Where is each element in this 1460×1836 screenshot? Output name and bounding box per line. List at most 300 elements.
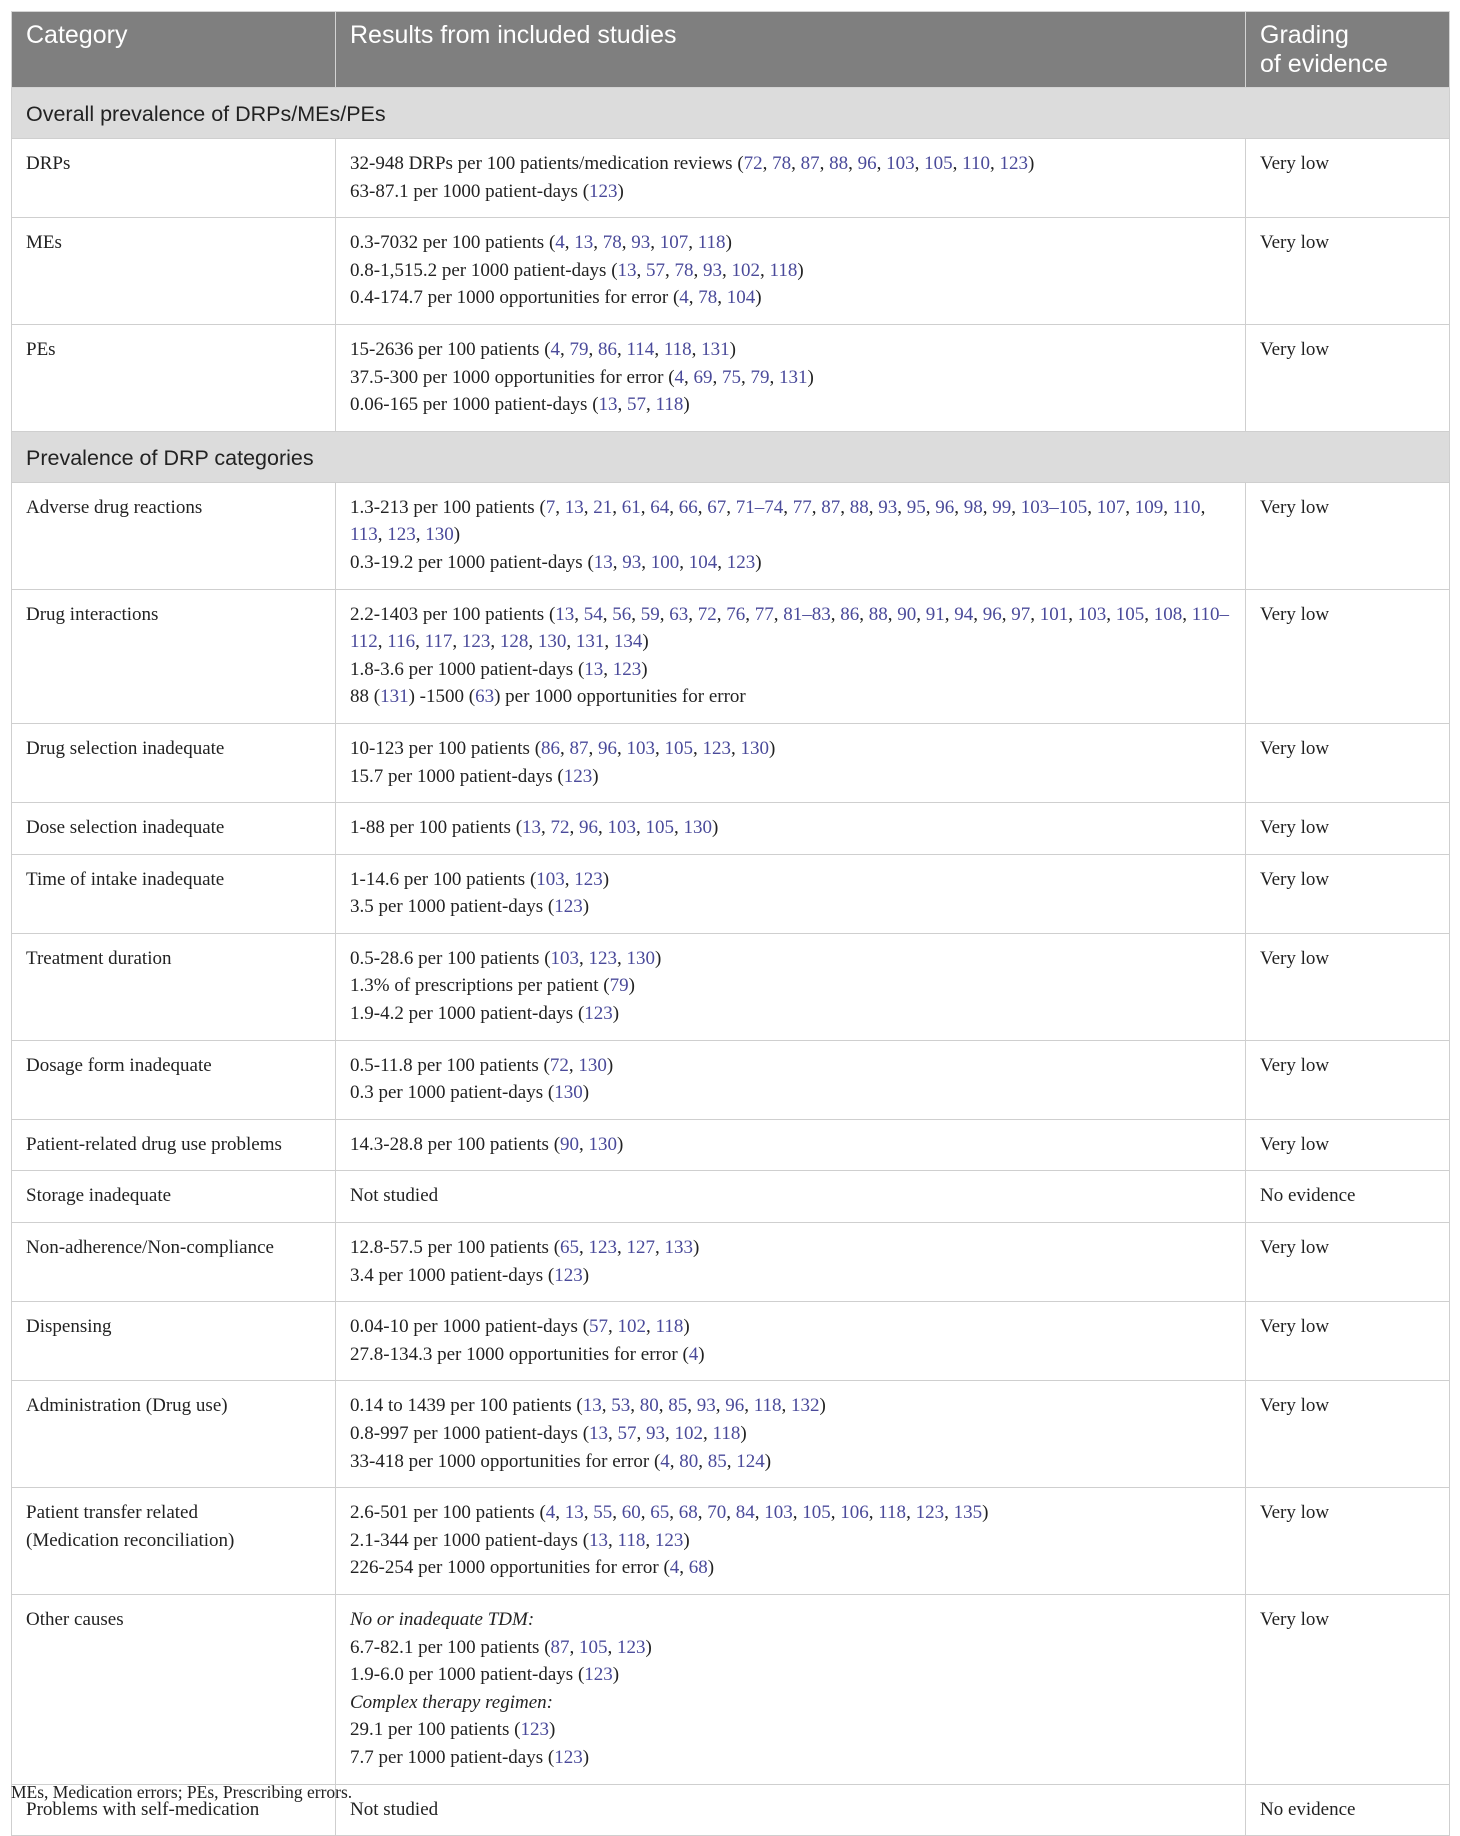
result-text: 29.1 per 100 patients (350, 1719, 510, 1741)
result-line: 0.3-7032 per 100 patients (4, 13, 78, 93, 107, 118) (350, 232, 732, 254)
reference-link[interactable]: 67 (707, 496, 727, 518)
results-cell (336, 723, 1246, 802)
result-text: 0.4-174.7 per 1000 opportunities for error (350, 287, 669, 309)
category-cell (12, 1223, 336, 1302)
result-line: 27.8-134.3 per 1000 opportunities for error (4) (350, 1343, 705, 1365)
grading-cell: Very low (1246, 1302, 1450, 1381)
reference-link[interactable]: 118 (878, 1502, 907, 1524)
reference-link[interactable]: 123 (617, 1636, 646, 1658)
reference-link[interactable]: 57 (646, 259, 666, 281)
reference-link[interactable]: 123 (702, 737, 732, 759)
result-line: 0.5-28.6 per 100 patients (103, 123, 130) (350, 947, 662, 969)
reference-link[interactable]: 93 (696, 1395, 716, 1417)
reference-link[interactable]: 134 (613, 631, 643, 653)
reference-link[interactable]: 118 (697, 232, 726, 254)
reference-link[interactable]: 104 (726, 287, 756, 309)
reference-link[interactable]: 85 (707, 1450, 727, 1472)
reference-link[interactable]: 78 (698, 287, 718, 309)
reference-link[interactable]: 87 (550, 1636, 570, 1658)
reference-link[interactable]: 60 (621, 1502, 641, 1524)
reference-link[interactable]: 123 (563, 765, 593, 787)
result-line: 12.8-57.5 per 100 patients (65, 123, 127, 133) (350, 1237, 700, 1259)
reference-link[interactable]: 123 (588, 1237, 618, 1259)
reference-link[interactable]: 59 (640, 603, 660, 625)
reference-link[interactable]: 63 (475, 686, 495, 708)
reference-link[interactable]: 123 (726, 551, 756, 573)
reference-link[interactable]: 105 (645, 817, 675, 839)
reference-link[interactable]: 93 (631, 232, 651, 254)
header-grading-line-2: of evidence (1260, 50, 1388, 78)
reference-link[interactable]: 57 (627, 394, 647, 416)
reference-link[interactable]: 13 (593, 551, 613, 573)
reference-link[interactable]: 99 (992, 496, 1012, 518)
result-line: 0.14 to 1439 per 100 patients (13, 53, 80, 85, 93, 96, 118, 132) (350, 1395, 826, 1417)
category-cell (12, 1171, 336, 1223)
reference-link[interactable]: 79 (569, 338, 589, 360)
section-row (12, 431, 1450, 482)
reference-link[interactable]: 123 (520, 1719, 549, 1741)
reference-link[interactable]: 130 (537, 631, 567, 653)
reference-link[interactable]: 86 (840, 603, 860, 625)
table-row (12, 218, 1450, 325)
reference-link[interactable]: 130 (588, 1133, 618, 1155)
reference-link[interactable]: 103–105 (1020, 496, 1088, 518)
result-text: 0.04-10 per 1000 patient-days (350, 1316, 578, 1338)
reference-link[interactable]: 13 (522, 817, 542, 839)
reference-link[interactable]: 72 (549, 1054, 569, 1076)
grading-cell: Very low (1246, 324, 1450, 431)
grading-cell: Very low (1246, 854, 1450, 933)
result-line: 0.06-165 per 1000 patient-days (13, 57, 118) (350, 394, 690, 416)
result-line: 88 (131) -1500 (63) per 1000 opportunities for error (350, 686, 746, 708)
reference-link[interactable]: 13 (589, 1423, 609, 1444)
result-text: 6.7-82.1 per 100 patients (350, 1636, 540, 1658)
category-label: Drug interactions (26, 603, 159, 625)
reference-link[interactable]: 78 (602, 232, 622, 254)
reference-link[interactable]: 130 (683, 817, 713, 839)
reference-link[interactable]: 103 (626, 737, 656, 759)
category-cell (12, 139, 336, 218)
header-results: Results from included studies (336, 12, 1246, 88)
grading-cell: Very low (1246, 218, 1450, 325)
result-text: 37.5-300 per 1000 opportunities for error (350, 366, 664, 388)
reference-link[interactable]: 81–83 (783, 603, 831, 625)
reference-link[interactable]: 77 (754, 603, 774, 625)
category-cell (12, 933, 336, 1040)
result-text: 0.8-997 per 1000 patient-days (350, 1423, 578, 1444)
reference-link[interactable]: 123 (584, 1664, 613, 1686)
reference-link[interactable]: 103 (536, 868, 565, 890)
reference-link[interactable]: 110 (1172, 496, 1201, 518)
header-category: Category (12, 12, 336, 88)
reference-link[interactable]: 118 (663, 338, 692, 360)
reference-link[interactable]: 84 (735, 1502, 755, 1524)
reference-link[interactable]: 105 (664, 737, 694, 759)
reference-link[interactable]: 72 (743, 153, 763, 174)
section-title: Prevalence of DRP categories (12, 431, 1450, 482)
result-text: 0.06-165 per 1000 patient-days (350, 394, 588, 416)
result-line: 1-88 per 100 patients (13, 72, 96, 103, 105, 130) (350, 817, 719, 839)
reference-link[interactable]: 65 (650, 1502, 670, 1524)
category-label: PEs (26, 338, 56, 360)
reference-link[interactable]: 100 (650, 551, 680, 573)
result-line: 3.5 per 1000 patient-days (123) (350, 896, 590, 918)
reference-link[interactable]: 4 (550, 338, 561, 360)
result-line: 1.3% of prescriptions per patient (79) (350, 975, 635, 997)
category-label: Problems with self-medication (26, 1798, 260, 1820)
reference-link[interactable]: 4 (669, 1557, 680, 1579)
reference-link[interactable]: 94 (954, 603, 974, 625)
range-end: -1500 (419, 686, 464, 708)
result-text: 0.8-1,515.2 per 1000 patient-days (350, 259, 607, 281)
reference-link[interactable]: 130 (554, 1082, 583, 1104)
reference-link[interactable]: 105 (579, 1636, 608, 1658)
table-row (12, 1119, 1450, 1171)
result-text: 14.3-28.8 per 100 patients (350, 1133, 549, 1155)
result-line: 32-948 DRPs per 100 patients/medication reviews (72, 78, 87, 88, 96, 103, 105, 110, 123) (350, 153, 1035, 174)
reference-link[interactable]: 110 (962, 153, 990, 174)
reference-link[interactable]: 131 (779, 366, 808, 388)
range-start: 88 (350, 686, 369, 708)
grading-cell: Very low (1246, 1040, 1450, 1119)
section-title: Overall prevalence of DRPs/MEs/PEs (12, 88, 1450, 139)
category-cell (12, 324, 336, 431)
category-label: Non-adherence/Non-compliance (26, 1237, 274, 1259)
reference-link[interactable]: 88 (868, 603, 888, 625)
reference-link[interactable]: 79 (609, 975, 629, 997)
reference-link[interactable]: 130 (740, 737, 770, 759)
table-row (12, 1302, 1450, 1381)
results-cell (336, 1119, 1246, 1171)
result-line: 37.5-300 per 1000 opportunities for error (4, 69, 75, 79, 131) (350, 366, 814, 388)
result-text: 10-123 per 100 patients (350, 737, 530, 759)
grading-cell: No evidence (1246, 1171, 1450, 1223)
reference-link[interactable]: 106 (840, 1502, 869, 1524)
reference-link[interactable]: 123 (612, 658, 642, 680)
category-label: Storage inadequate (26, 1185, 172, 1207)
table-row (12, 1171, 1450, 1223)
reference-link[interactable]: 57 (589, 1316, 609, 1338)
reference-link[interactable]: 86 (598, 338, 618, 360)
reference-link[interactable]: 132 (791, 1395, 820, 1417)
reference-link[interactable]: 109 (1134, 496, 1164, 518)
reference-link[interactable]: 131 (575, 631, 605, 653)
reference-link[interactable]: 128 (499, 631, 529, 653)
table-row (12, 723, 1450, 802)
reference-link[interactable]: 13 (584, 658, 604, 680)
reference-link[interactable]: 13 (582, 1395, 602, 1417)
results-cell (336, 854, 1246, 933)
reference-link[interactable]: 78 (674, 259, 694, 281)
reference-link[interactable]: 55 (593, 1502, 613, 1524)
reference-link[interactable]: 91 (925, 603, 945, 625)
result-text: 15.7 per 1000 patient-days (350, 765, 553, 787)
reference-link[interactable]: 123 (554, 1264, 583, 1286)
result-subheading: Complex therapy regimen: (350, 1691, 553, 1713)
reference-link[interactable]: 85 (668, 1395, 688, 1417)
reference-link[interactable]: 75 (722, 366, 742, 388)
grading-cell: Very low (1246, 1381, 1450, 1488)
reference-link[interactable]: 97 (1011, 603, 1031, 625)
reference-link[interactable]: 101 (1039, 603, 1069, 625)
reference-link[interactable]: 63 (669, 603, 689, 625)
reference-link[interactable]: 131 (701, 338, 730, 360)
result-line: 15.7 per 1000 patient-days (123) (350, 765, 599, 787)
result-text: 3.4 per 1000 patient-days (350, 1264, 544, 1286)
reference-link[interactable]: 103 (764, 1502, 793, 1524)
result-text: 1.3% of prescriptions per patient (350, 975, 599, 997)
result-text: 1.9-6.0 per 1000 patient-days (350, 1664, 574, 1686)
results-cell (336, 933, 1246, 1040)
result-line: 0.8-997 per 1000 patient-days (13, 57, 93, 102, 118) (350, 1423, 747, 1444)
category-cell (12, 1040, 336, 1119)
table-row (12, 1223, 1450, 1302)
result-line: 63-87.1 per 1000 patient-days (123) (350, 180, 624, 202)
reference-link[interactable]: 72 (697, 603, 717, 625)
reference-link[interactable]: 118 (769, 259, 798, 281)
reference-link[interactable]: 4 (679, 287, 689, 309)
reference-link[interactable]: 4 (688, 1343, 699, 1365)
category-cell (12, 1488, 336, 1595)
reference-link[interactable]: 13 (617, 259, 637, 281)
reference-link[interactable]: 114 (626, 338, 655, 360)
reference-link[interactable]: 96 (935, 496, 955, 518)
reference-link[interactable]: 13 (574, 232, 594, 254)
reference-link[interactable]: 113 (350, 524, 378, 546)
result-text: 0.14 to 1439 per 100 patients (350, 1395, 572, 1417)
reference-link[interactable]: 69 (693, 366, 713, 388)
category-cell (12, 1381, 336, 1488)
category-cell (12, 1594, 336, 1784)
category-label: (Medication reconciliation) (26, 1529, 235, 1551)
reference-link[interactable]: 4 (674, 366, 685, 388)
reference-link[interactable]: 57 (617, 1423, 637, 1444)
reference-link[interactable]: 123 (654, 1529, 684, 1551)
reference-link[interactable]: 103 (886, 153, 915, 174)
reference-link[interactable]: 123 (915, 1502, 945, 1524)
reference-link[interactable]: 93 (703, 259, 723, 281)
reference-link[interactable]: 123 (554, 1746, 583, 1768)
reference-link[interactable]: 61 (621, 496, 641, 518)
reference-link[interactable]: 87 (569, 737, 589, 759)
reference-link[interactable]: 105 (924, 153, 953, 174)
reference-link[interactable]: 64 (650, 496, 670, 518)
category-cell (12, 482, 336, 589)
result-line: 6.7-82.1 per 100 patients (87, 105, 123) (350, 1636, 652, 1658)
reference-link[interactable]: 13 (598, 394, 618, 416)
reference-link[interactable]: 80 (639, 1395, 659, 1417)
reference-link[interactable]: 105 (1115, 603, 1145, 625)
reference-link[interactable]: 71–74 (735, 496, 784, 518)
result-text: 32-948 DRPs per 100 patients/medication reviews (350, 153, 733, 174)
results-cell (336, 1488, 1246, 1595)
reference-link[interactable]: 93 (622, 551, 642, 573)
reference-link[interactable]: 56 (612, 603, 632, 625)
reference-link[interactable]: 77 (792, 496, 812, 518)
reference-link[interactable]: 21 (593, 496, 613, 518)
reference-link[interactable]: 131 (380, 686, 409, 708)
reference-link[interactable]: 86 (541, 737, 561, 759)
reference-link[interactable]: 123 (387, 524, 416, 546)
reference-link[interactable]: 96 (857, 153, 877, 174)
result-line: 1.3-213 per 100 patients (7, 13, 21, 61, 64, 66, 67, 71–74, 77, 87, 88, 93, 95, 96, 98, 99, 103–105, 107, 109, 110, 113, 123, 130) (350, 496, 1206, 546)
category-cell (12, 723, 336, 802)
header-grading-line-1: Grading (1260, 21, 1349, 49)
reference-link[interactable]: 105 (802, 1502, 831, 1524)
reference-link[interactable]: 123 (574, 868, 603, 890)
reference-link[interactable]: 118 (712, 1423, 741, 1444)
result-line: 1-14.6 per 100 patients (103, 123) (350, 868, 610, 890)
table-row (12, 933, 1450, 1040)
reference-link[interactable]: 103 (1077, 603, 1107, 625)
reference-link[interactable]: 116 (387, 631, 416, 653)
reference-link[interactable]: 93 (646, 1423, 666, 1444)
reference-link[interactable]: 4 (660, 1450, 670, 1472)
results-cell (336, 1594, 1246, 1784)
result-text: 0.3-7032 per 100 patients (350, 232, 545, 254)
reference-link[interactable]: 118 (753, 1395, 782, 1417)
reference-link[interactable]: 124 (736, 1450, 765, 1472)
reference-link[interactable]: 118 (617, 1529, 646, 1551)
category-label: Patient transfer related (26, 1502, 198, 1524)
result-text: 0.3-19.2 per 1000 patient-days (350, 551, 583, 573)
results-cell (336, 1171, 1246, 1223)
result-line: 0.04-10 per 1000 patient-days (57, 102, 118) (350, 1316, 690, 1338)
reference-link[interactable]: 118 (655, 394, 684, 416)
result-text: 1-88 per 100 patients (350, 817, 511, 839)
reference-link[interactable]: 66 (678, 496, 698, 518)
reference-link[interactable]: 123 (589, 180, 618, 202)
reference-link[interactable]: 78 (772, 153, 792, 174)
result-line: 29.1 per 100 patients (123) (350, 1719, 556, 1741)
category-label: Dose selection inadequate (26, 817, 225, 839)
results-cell (336, 803, 1246, 855)
category-cell (12, 589, 336, 723)
result-line: 0.3 per 1000 patient-days (130) (350, 1082, 590, 1104)
reference-link[interactable]: 13 (564, 1502, 584, 1524)
reference-link[interactable]: 107 (1096, 496, 1126, 518)
reference-link[interactable]: 96 (982, 603, 1002, 625)
reference-link[interactable]: 13 (589, 1529, 609, 1551)
reference-link[interactable]: 65 (560, 1237, 580, 1259)
reference-link[interactable]: 123 (588, 947, 618, 969)
reference-link[interactable]: 102 (674, 1423, 704, 1444)
reference-link[interactable]: 123 (584, 1003, 613, 1025)
category-label: Other causes (26, 1608, 124, 1630)
reference-link[interactable]: 133 (664, 1237, 694, 1259)
reference-link[interactable]: 123 (554, 896, 583, 918)
reference-link[interactable]: 13 (555, 603, 575, 625)
reference-link[interactable]: 87 (821, 496, 841, 518)
category-label: Adverse drug reactions (26, 496, 203, 518)
results-cell (336, 1223, 1246, 1302)
result-text: 12.8-57.5 per 100 patients (350, 1237, 549, 1259)
reference-link[interactable]: 102 (617, 1316, 647, 1338)
reference-link[interactable]: 96 (598, 737, 618, 759)
reference-link[interactable]: 117 (424, 631, 453, 653)
reference-link[interactable]: 95 (906, 496, 926, 518)
grading-cell: Very low (1246, 723, 1450, 802)
reference-link[interactable]: 70 (707, 1502, 727, 1524)
result-line: 15-2636 per 100 patients (4, 79, 86, 114, 118, 131) (350, 338, 736, 360)
reference-link[interactable]: 79 (750, 366, 770, 388)
reference-link[interactable]: 13 (564, 496, 584, 518)
table-row (12, 1381, 1450, 1488)
grading-cell: Very low (1246, 589, 1450, 723)
reference-link[interactable]: 4 (555, 232, 565, 254)
reference-link[interactable]: 54 (583, 603, 603, 625)
grading-cell: Very low (1246, 1594, 1450, 1784)
reference-link[interactable]: 4 (545, 1502, 556, 1524)
reference-link[interactable]: 96 (725, 1395, 745, 1417)
table-row (12, 324, 1450, 431)
reference-link[interactable]: 123 (999, 153, 1028, 174)
category-cell (12, 1119, 336, 1171)
reference-link[interactable]: 135 (953, 1502, 983, 1524)
result-line: 226-254 per 1000 opportunities for error (4, 68) (350, 1557, 715, 1579)
category-cell (12, 218, 336, 325)
reference-link[interactable]: 88 (849, 496, 869, 518)
reference-link[interactable]: 110–112 (350, 603, 1230, 653)
result-text: 63-87.1 per 1000 patient-days (350, 180, 578, 202)
reference-link[interactable]: 103 (550, 947, 580, 969)
results-cell (336, 1302, 1246, 1381)
reference-link[interactable]: 118 (655, 1316, 684, 1338)
evidence-table-container (11, 11, 1449, 1836)
reference-link[interactable]: 127 (626, 1237, 656, 1259)
result-line: 0.5-11.8 per 100 patients (72, 130) (350, 1054, 614, 1076)
result-line: 1.9-4.2 per 1000 patient-days (123) (350, 1003, 620, 1025)
reference-link[interactable]: 98 (963, 496, 983, 518)
results-cell (336, 218, 1246, 325)
reference-link[interactable]: 107 (659, 232, 689, 254)
result-line: 2.6-501 per 100 patients (4, 13, 55, 60, 65, 68, 70, 84, 103, 105, 106, 118, 123, 135) (350, 1502, 989, 1524)
reference-link[interactable]: 68 (678, 1502, 698, 1524)
reference-link[interactable]: 103 (607, 817, 637, 839)
reference-link[interactable]: 68 (688, 1557, 708, 1579)
reference-link[interactable]: 53 (611, 1395, 631, 1417)
reference-link[interactable]: 102 (731, 259, 761, 281)
table-row (12, 139, 1450, 218)
reference-link[interactable]: 93 (878, 496, 898, 518)
reference-link[interactable]: 72 (550, 817, 570, 839)
table-row (12, 1488, 1450, 1595)
table-row (12, 1040, 1450, 1119)
reference-link[interactable]: 87 (800, 153, 820, 174)
result-text: 7.7 per 1000 patient-days (350, 1746, 544, 1768)
category-label: Administration (Drug use) (26, 1395, 228, 1417)
results-cell (336, 482, 1246, 589)
reference-link[interactable]: 90 (560, 1133, 580, 1155)
result-line: 2.1-344 per 1000 patient-days (13, 118, 123) (350, 1529, 690, 1551)
reference-link[interactable]: 96 (579, 817, 599, 839)
reference-link[interactable]: 104 (688, 551, 718, 573)
reference-link[interactable]: 76 (726, 603, 746, 625)
reference-link[interactable]: 80 (679, 1450, 699, 1472)
table-header-row (12, 12, 1450, 88)
reference-link[interactable]: 7 (545, 496, 556, 518)
reference-link[interactable]: 90 (897, 603, 917, 625)
reference-link[interactable]: 130 (425, 524, 454, 546)
category-label: Time of intake inadequate (26, 868, 225, 890)
reference-link[interactable]: 123 (461, 631, 491, 653)
reference-link[interactable]: 88 (829, 153, 849, 174)
reference-link[interactable]: 108 (1153, 603, 1183, 625)
result-line (350, 1182, 1231, 1210)
results-cell (336, 589, 1246, 723)
reference-link[interactable]: 130 (626, 947, 656, 969)
reference-link[interactable]: 130 (578, 1054, 607, 1076)
